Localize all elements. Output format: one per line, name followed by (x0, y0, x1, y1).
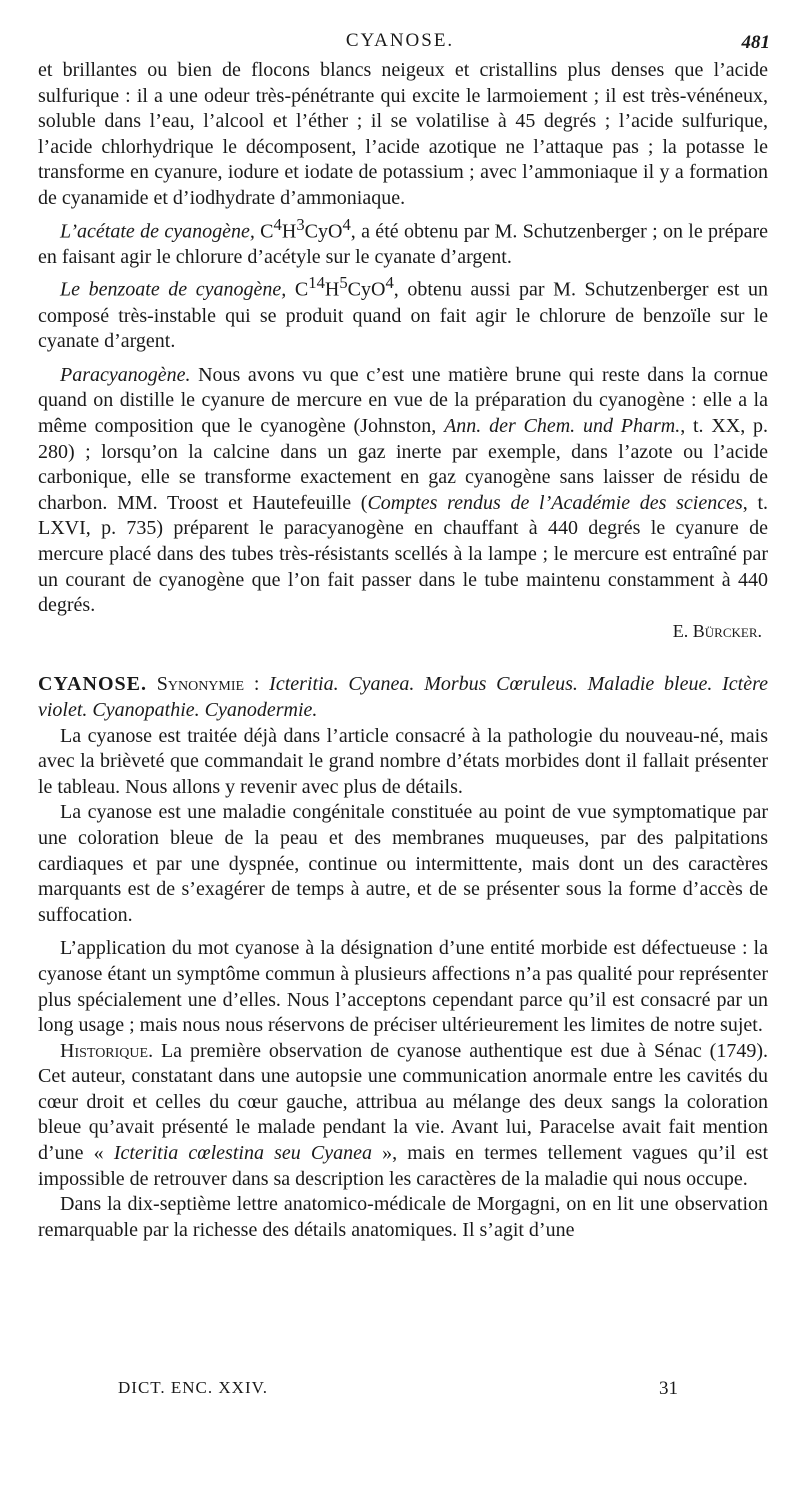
section-label-historique: Historique. (60, 1039, 154, 1062)
quoted-term: Icteritia cœlestina seu Cyanea (113, 1142, 372, 1165)
paragraph-text: Nous avons vu que c’est une matière brune qui reste dans la cornue quand on distille le cyanure de mercure en vue de la préparation du cyanogène : elle a la même composition que le cyanogène (Johnston, (38, 363, 768, 438)
formula-sup: 3 (296, 214, 305, 234)
formula-part: CyO (304, 220, 343, 243)
formula-part: C (286, 279, 309, 302)
term-benzoate: Le benzoate de cyanogène, (60, 279, 287, 302)
signature-mark: DICT. ENC. XXIV. (118, 1378, 268, 1397)
formula-part: CyO (347, 279, 386, 302)
paragraph-paracyanogene (38, 363, 768, 619)
paragraph-benzoate (38, 270, 768, 354)
reference-comptes-rendus: Comptes rendus de l’Académie des sciences (367, 491, 743, 514)
formula-sup: 4 (273, 214, 282, 234)
paragraph-morgagni: Dans la dix-septième lettre anatomico-médicale de Morgagni, on en lit une observation remarquable par la richesse des détails anatomiques. Il s’agit d’une (38, 1193, 768, 1241)
synonyms-list: Icteritia. Cyanea. Morbus Cœruleus. Maladie bleue. Ictère violet. Cyanopathie. Cyanodermie. (38, 673, 768, 721)
formula-sup: 14 (308, 273, 325, 293)
term-paracyanogene: Paracyanogène. (60, 363, 191, 386)
paragraph-text: », mais en termes tellement vagues qu’il est impossible de retrouver dans sa description les caractères de la maladie qui nous occupe. (38, 1142, 769, 1190)
paragraph-intro: La cyanose est traitée déjà dans l’article consacré à la pathologie du nouveau-né, mais avec la brièveté que commandait le grand nombre d’états morbides dont il fallait présenter le tableau. Nous allons y revenir avec plus de détails. (38, 724, 768, 798)
formula-part: H (281, 220, 297, 243)
paragraph-text: , a été obtenu par M. Schutzenberger ; on le prépare en faisant agir le chlorure d’acétyle sur le cyanate d’argent. (38, 220, 769, 268)
paragraph-text: La première observation de cyanose authentique est due à Sénac (1749). Cet auteur, constatant dans une autopsie une communication anormale entre les cavités du cœur droit et celles du cœur gauche, attribua au mélange des deux sangs la coloration bleue qu’avait présenté le malade pendant la vie. Avant lui, Paracelse avait fait mention d’une « (38, 1039, 768, 1165)
formula-part: H (324, 279, 340, 302)
sheet-number: 31 (659, 1378, 678, 1399)
author-signature: E. Bürcker. (672, 620, 762, 641)
paragraph-definition: La cyanose est une maladie congénitale constituée au point de vue symptomatique par une coloration bleue de la peau et des membranes muqueuses, par des palpitations cardiaques et par une dyspnée, continue ou intermittente, mais dont un des caractères marquants est de s’exagérer de temps à autre, et de se présenter sous la forme d’accès de suffocation. (38, 801, 768, 926)
page-footer (118, 1378, 678, 1404)
paragraph-text: , t. LXVI, p. 735) préparent le paracyanogène en chauffant à 440 degrés le cyanure de mercure placé dans des tubes très-résistants scellés à la lampe ; le mercure est entraîné par un courant de cyanogène que l’on fait passer dans le tube maintenu constamment à 440 degrés. (38, 491, 768, 617)
article-heading-cyanose (38, 672, 768, 723)
article-headword: CYANOSE. (38, 673, 147, 696)
article-body (38, 58, 768, 1243)
reference-annalen: Ann. der Chem. und Pharm. (444, 415, 681, 438)
synonymy-label: Synonymie : (156, 673, 260, 696)
formula-sup: 4 (342, 214, 351, 234)
term-acetate: L’acétate de cyanogène, (60, 220, 255, 243)
paragraph-iodide: et brillantes ou bien de flocons blancs neigeux et cristallins plus denses que l’acide sulfurique : il a une odeur très-pénétrante qui excite le larmoiement ; il est très-vénéneux, soluble dans l’eau, l’alcool et l’éther ; il se volatilise à 45 degrés ; l’acide sulfurique, l’acide chlorhydrique le décomposent, l’acide azotique ne l’attaque pas ; la potasse le transforme en cyanure, iodure et iodate de potassium ; avec l’ammoniaque il y a formation de cyanamide et d’iodhydrate d’ammoniaque. (38, 59, 768, 209)
running-header (30, 30, 770, 56)
paragraph-acetate (38, 212, 768, 271)
formula-part: C (254, 220, 274, 243)
paragraph-text: , obtenu aussi par M. Schutzenberger est un composé très-instable qui se produit quand on fait agir le chlorure de benzoïle sur le cyanate d’argent. (38, 279, 768, 353)
paragraph-text: , t. XX, p. 280) ; lorsqu’on la calcine dans un gaz inerte par exemple, dans l’azote ou l’acide carbonique, elle se transforme exactement en gaz cyanogène sans laisser de résidu de charbon. MM. Troost et Hautefeuille ( (38, 415, 769, 514)
running-title: CYANOSE. (345, 30, 455, 51)
formula-sup: 5 (339, 273, 348, 293)
paragraph-terminology: L’application du mot cyanose à la désignation d’une entité morbide est défectueuse : la cyanose étant un symptôme commun à plusieurs affections n’a pas qualité pour représenter plus spécialement une d’elles. Nous l’acceptons cependant parce qu’il est consacré par un long usage ; mais nous nous réservons de préciser ultérieurement les limites de notre sujet. (38, 937, 768, 1037)
formula-sup: 4 (385, 273, 394, 293)
page-number: 481 (741, 32, 770, 53)
paragraph-historique (38, 1039, 768, 1193)
